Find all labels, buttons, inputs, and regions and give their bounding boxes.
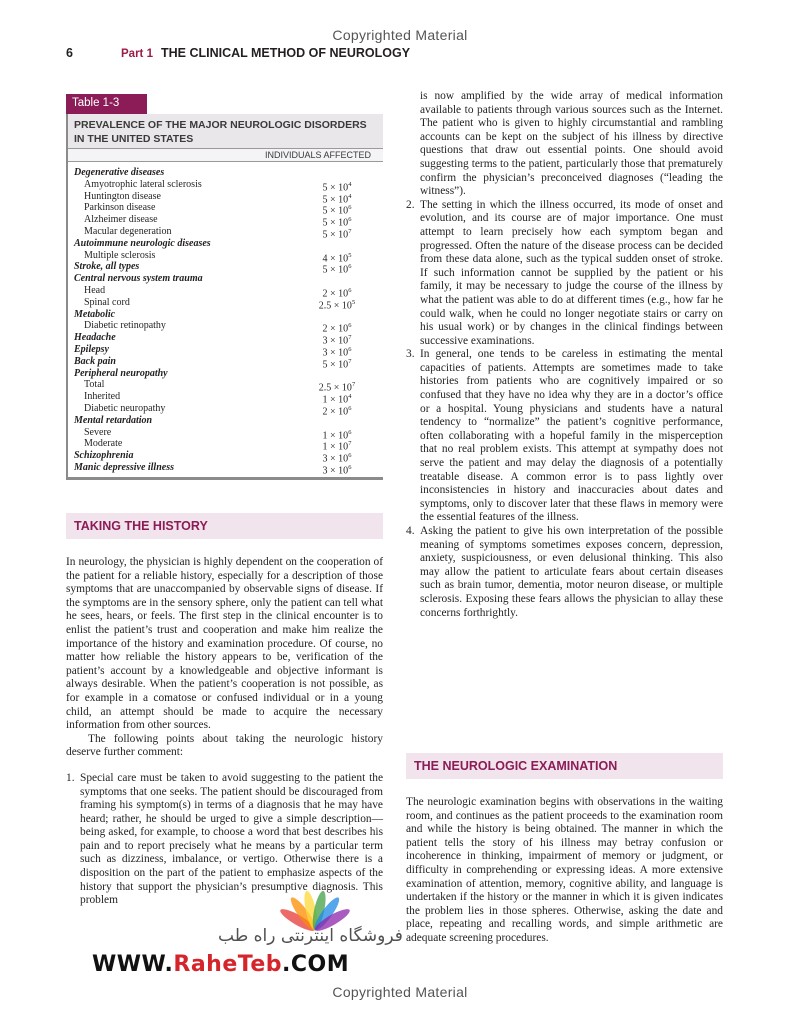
table-row-label: Mental retardation [74, 414, 153, 426]
value-exponent: 5 [351, 298, 356, 306]
table-row [68, 167, 383, 179]
value-exponent: 4 [348, 192, 352, 200]
value-exponent: 4 [348, 393, 352, 401]
value-exponent: 6 [348, 452, 352, 460]
table-row-value [291, 273, 383, 285]
table-row-label: Head [84, 284, 106, 296]
history-list-item-4 [406, 525, 723, 620]
history-heading: TAKING THE HISTORY [66, 513, 383, 539]
table-row [68, 461, 383, 477]
history-list-item-3 [406, 348, 723, 525]
table-row [68, 202, 383, 217]
table-row-value [291, 344, 383, 359]
table-row-label: Autoimmune neurologic diseases [74, 237, 211, 249]
chapter-title: THE CLINICAL METHOD OF NEUROLOGY [160, 46, 411, 60]
history-paragraph-2: The following points about taking the neurologic history deserve further comment: [66, 732, 383, 759]
table-row-label: Metabolic [74, 308, 116, 320]
value-exponent: 6 [348, 216, 352, 224]
right-column-text [406, 90, 723, 620]
history-list-item-2 [406, 199, 723, 349]
table-title: PREVALENCE OF THE MAJOR NEUROLOGIC DISORDERS IN THE UNITED STATES [68, 114, 383, 148]
list-text-2: The setting in which the illness occurred, its mode of onset and evolution, and its course are of major importance. One must attempt to learn precisely how each symptom began and progressed. Often the nature of the disease process can be decided from these data alone, such as the typical sudden onset of stroke. If such information cannot be supplied by the patient or his family, it may be necessary to judge the course of the illness by what the patient was able to do at different times (e.g., how far he could walk, when he could no longer negotiate stairs or carry on his usual work) or by changes in the clinical findings between successive examinations. [420, 198, 723, 347]
value-exponent: 6 [348, 204, 352, 212]
value-base: 3 × 10 [322, 453, 349, 465]
table-row-value [291, 462, 383, 477]
table-row-value [291, 427, 383, 439]
exam-paragraph: The neurologic examination begins with observations in the waiting room, and continues as the patient proceeds to the examination room and while the history is being obtained. The manner in which the patient tells the story of his illness may betray confusion or incoherence in thinking, impairment of memory or judgment, or difficulty in comprehending or expressing ideas. A more extensive examination of attention, memory, cognitive ability, and language is undertaken if the history or the manner in which it is given indicates the problem lies in those spheres. Otherwise, asking the date and place, repeating and recalling words, and simple arithmetic are adequate screening procedures. [406, 796, 723, 944]
table-row-value [291, 250, 383, 262]
table-row [68, 178, 383, 194]
table-row-label: Headache [74, 332, 116, 344]
table-row [68, 225, 383, 241]
table-row [68, 214, 383, 229]
list-number-1: 1. [66, 771, 75, 784]
table-column-header: INDIVIDUALS AFFECTED [68, 148, 383, 162]
value-base: 5 × 10 [322, 193, 349, 205]
exam-text [406, 796, 723, 946]
running-head [66, 46, 410, 60]
table-row-value [291, 214, 383, 229]
value-base: 2 × 10 [322, 288, 349, 300]
table-row-value [291, 226, 383, 241]
watermark-url [92, 952, 349, 977]
table-row-value [291, 450, 383, 465]
value-exponent: 6 [348, 463, 352, 471]
table-row-value [291, 320, 383, 335]
table-row-label: Diabetic neuropathy [84, 402, 166, 414]
value-base: 1 × 10 [322, 441, 349, 453]
table-row [68, 402, 383, 418]
table-row [68, 261, 383, 276]
page-number: 6 [66, 46, 73, 60]
table-row-label: Parkinson disease [84, 202, 156, 214]
table-row-label: Total [84, 379, 105, 391]
value-base: 2.5 × 10 [318, 300, 352, 312]
table-row [68, 284, 383, 300]
table-row-value [291, 379, 383, 394]
table-row-value [291, 202, 383, 217]
table-row-label: Severe [84, 426, 112, 438]
table-row-value [291, 332, 383, 347]
table-row [68, 343, 383, 359]
table-row [68, 296, 383, 312]
value-base: 2.5 × 10 [318, 382, 352, 394]
left-column-text [66, 556, 383, 908]
value-base: 2 × 10 [322, 323, 349, 335]
table-row-label: Back pain [74, 355, 116, 367]
watermark-url-prefix: WWW. [92, 952, 174, 977]
table-row [68, 379, 383, 394]
value-base: 4 × 10 [322, 252, 349, 264]
table-row [68, 273, 383, 285]
table-row-value [291, 167, 383, 179]
copyright-bottom: Copyrighted Material [332, 984, 468, 1000]
table-row [68, 309, 383, 321]
table-row-value [291, 391, 383, 406]
table-row-label: Manic depressive illness [74, 461, 174, 473]
value-exponent: 5 [348, 251, 352, 259]
table-row [68, 320, 383, 335]
list-number-3: 3. [406, 348, 415, 361]
value-base: 5 × 10 [322, 229, 349, 241]
table-row-label: Amyotrophic lateral sclerosis [84, 178, 202, 190]
value-base: 5 × 10 [322, 359, 349, 371]
table-row-label: Inherited [84, 391, 121, 403]
watermark-persian-text: فروشگاه اینترنتی راه طب [218, 926, 403, 946]
table-row-label: Diabetic retinopathy [84, 320, 166, 332]
table-row-value [291, 403, 383, 418]
value-exponent: 6 [348, 263, 352, 271]
table-row-label: Spinal cord [84, 296, 130, 308]
exam-heading: THE NEUROLOGIC EXAMINATION [406, 753, 723, 779]
table-row-value [291, 415, 383, 427]
table-row-label: Stroke, all types [74, 261, 140, 273]
table-row-label: Schizophrenia [74, 450, 134, 462]
list-number-2: 2. [406, 198, 415, 211]
value-exponent: 7 [348, 227, 352, 235]
part-label: Part 1 [121, 48, 153, 60]
table-row-label: Central nervous system trauma [74, 273, 203, 285]
table-row-value [291, 297, 383, 312]
list-text-1: Special care must be taken to avoid suggesting to the patient the symptoms that one seeks. The patient should be discouraged from framing his symptom(s) in terms of a diagnosis that he may have heard; rather, he should be urged to give a simple description—being asked, for example, to choose a word that best describes his pain and to report precisely what he means by a particular term such as dizziness, imbalance, or vertigo. Otherwise there is a disposition on the part of the patient to emphasize aspects of the history that support the physician’s presumptive diagnosis. This problem [80, 771, 383, 907]
table-row-value [291, 179, 383, 194]
table-row-value [291, 261, 383, 276]
value-exponent: 7 [351, 381, 356, 389]
value-base: 5 × 10 [322, 205, 349, 217]
value-exponent: 6 [348, 345, 352, 353]
item1-continuation: is now amplified by the wide array of medical information available to patients through various sources such as the Internet. The patient who is given to highly circumstantial and rambling accounts can be kept on the subject of his illness by directive questions that draw out essential points. One should avoid suggesting terms to the patient, particularly those that prematurely confirm the physician’s preconceived diagnoses (“leading the witness”). [420, 90, 723, 198]
list-text-3: In general, one tends to be careless in estimating the mental capacities of patients. Attempts are sometimes made to take histories from patients who are cognitively impaired or so confused that they have no idea why they are in a doctor’s office or a hospital. Young physicians and students have a natural tendency to “normalize” the patient’s cognitive performance, often collaborating with a hopeful family in the misperception that no real problem exists. This attempt at sympathy does not serve the patient and may delay the diagnosis of a potentially treatable disease. A common error is to pass lightly over inconsistencies in history and inaccuracies about dates and symptoms, only to discover later that these flaws in memory were the essential features of the illness. [420, 348, 723, 524]
value-base: 5 × 10 [322, 217, 349, 229]
list-number-4: 4. [406, 525, 415, 537]
value-exponent: 6 [348, 322, 352, 330]
table-row [68, 415, 383, 427]
table-row [68, 450, 383, 465]
watermark-url-suffix: .COM [282, 952, 350, 977]
value-base: 5 × 10 [322, 264, 349, 276]
table-row-label: Multiple sclerosis [84, 249, 156, 261]
table-row-value [291, 356, 383, 371]
table-row-label: Macular degeneration [84, 225, 172, 237]
table-row [68, 427, 383, 439]
value-base: 3 × 10 [322, 465, 349, 477]
table-row [68, 391, 383, 406]
table-row [68, 438, 383, 453]
value-base: 2 × 10 [322, 406, 349, 418]
value-exponent: 4 [348, 180, 352, 188]
value-exponent: 7 [348, 357, 352, 365]
table-row [68, 250, 383, 262]
value-base: 3 × 10 [322, 347, 349, 359]
watermark-url-brand: RaheTeb [173, 952, 282, 977]
value-exponent: 7 [348, 440, 352, 448]
copyright-top: Copyrighted Material [332, 27, 468, 43]
table-row-label: Epilepsy [74, 343, 109, 355]
table-row-value [291, 309, 383, 321]
table-row [68, 355, 383, 371]
table-row-value [291, 438, 383, 453]
table-row [68, 368, 383, 380]
table-row-value [291, 191, 383, 203]
table-row-label: Huntington disease [84, 190, 161, 202]
table-row [68, 332, 383, 347]
value-exponent: 7 [348, 334, 352, 342]
value-exponent: 6 [348, 404, 352, 412]
table-row-label: Peripheral neuropathy [74, 367, 168, 379]
history-paragraph-1: In neurology, the physician is highly dependent on the cooperation of the patient for a reliable history, especially for a description of those symptoms that are unaccompanied by observable signs of disease. If the symptoms are in the sensory sphere, only the patient can tell what he sees, hears, or feels. The first step in the clinical encounter is to enlist the patient’s trust and cooperation and make him realize the importance of the history and examination procedure. Of course, no matter how reliable the history appears to be, verification of the patient’s account by a knowledgeable and objective informant is always desirable. When the patient’s cooperation is not possible, as for example in a comatose or confused individual or in a young child, an attempt should be made to acquire the necessary information from other sources. [66, 556, 383, 732]
list-text-4: Asking the patient to give his own interpretation of the possible meaning of symptoms sometimes exposes concern, depression, anxiety, suspiciousness, or even delusional thinking. This also may allow the patient to articulate fears about certain diseases such as brain tumor, dementia, motor neuron disease, or multiple sclerosis. Exposing these fears allows the physician to allay these concerns forthrightly. [420, 525, 723, 619]
table-row [68, 238, 383, 250]
value-exponent: 6 [348, 428, 352, 436]
table-row-value [291, 285, 383, 300]
table-row-value [291, 368, 383, 380]
prevalence-table [66, 114, 383, 480]
table-row-value [291, 238, 383, 250]
table-row-label: Degenerative diseases [74, 167, 165, 178]
value-exponent: 6 [348, 286, 352, 294]
table-tag: Table 1-3 [66, 94, 147, 114]
value-base: 5 × 10 [322, 182, 349, 194]
table-row [68, 191, 383, 203]
table-body [68, 162, 383, 477]
value-base: 3 × 10 [322, 335, 349, 347]
value-base: 1 × 10 [322, 429, 349, 441]
value-base: 1 × 10 [322, 394, 349, 406]
table-row-label: Moderate [84, 438, 123, 450]
table-row-label: Alzheimer disease [84, 214, 158, 226]
